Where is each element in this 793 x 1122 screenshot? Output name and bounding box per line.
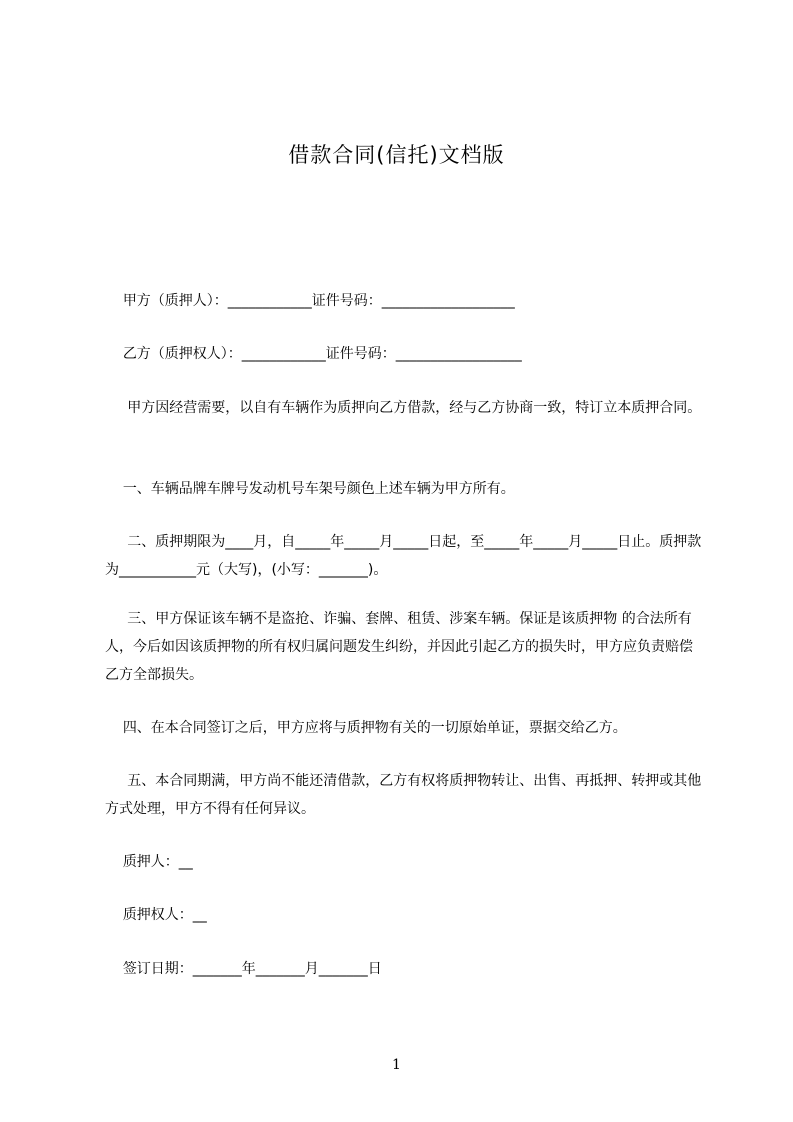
clause-2: 二、质押期限为____月，自_____年_____月_____日起，至_____年_____月_____日止。质押款为___________元（大写)，(小写：_______)。 [105,534,702,578]
clause-5: 五、本合同期满，甲方尚不能还清借款，乙方有权将质押物转让、出售、再抵押、转押或其他方式处理，甲方不得有任何异议。 [105,773,702,817]
pledgor-signature-line: 质押人：__ [105,854,193,870]
document-title: 借款合同(信托)文档版 [288,143,505,167]
preamble-paragraph: 甲方因经营需要，以自有车辆作为质押向乙方借款，经与乙方协商一致，特订立本质押合同。 [105,400,702,416]
page-number: 1 [392,1057,401,1073]
party-a-line: 甲方（质押人）：____________证件号码：___________________ [105,293,515,309]
sign-date-line: 签订日期：_______年_______月_______日 [105,961,382,977]
party-b-line: 乙方（质押权人）：____________证件号码：__________________ [105,346,522,362]
clause-4: 四、在本合同签订之后，甲方应将与质押物有关的一切原始单证，票据交给乙方。 [105,720,627,736]
pledgee-signature-line: 质押权人：__ [105,907,207,923]
clause-1: 一、车辆品牌车牌号发动机号车架号颜色上述车辆为甲方所有。 [105,481,515,497]
clause-3: 三、甲方保证该车辆不是盗抢、诈骗、套牌、租赁、涉案车辆。保证是该质押物 的合法所有人，今后如因该质押物的所有权归属问题发生纠纷，并因此引起乙方的损失时，甲方应负责赔偿乙方全部损失。 [105,611,693,683]
